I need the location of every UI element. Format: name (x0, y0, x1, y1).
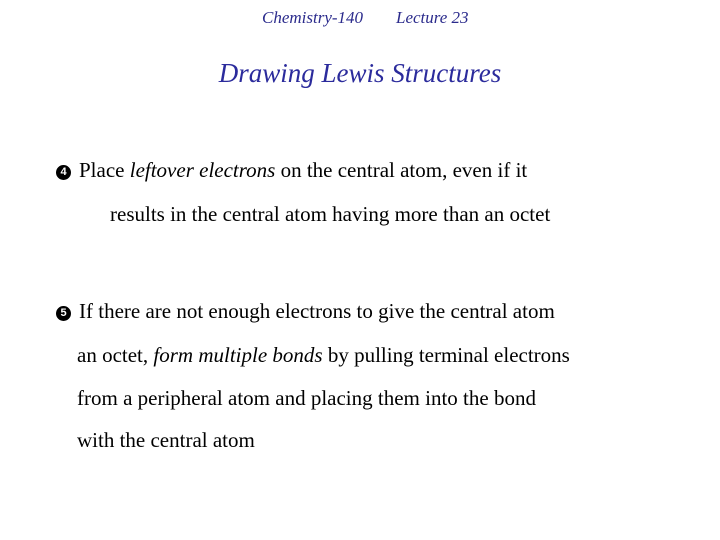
number-5-bullet-icon: 5 (56, 306, 71, 321)
course-name: Chemistry-140 (262, 8, 364, 27)
bullet-item-5-line-1 (56, 298, 555, 324)
number-4-bullet-icon: 4 (56, 165, 71, 180)
item-5-emphasis: form multiple bonds (153, 343, 323, 367)
slide-title: Drawing Lewis Structures (218, 58, 502, 88)
item-5-text-pre: an octet, (77, 343, 154, 367)
item-5-text-line-1: If there are not enough electrons to give the central atom (79, 299, 555, 323)
bullet-item-5-line-2 (77, 342, 570, 368)
item-4-emphasis: leftover electrons (129, 158, 276, 182)
bullet-item-5-line-3: from a peripheral atom and placing them into the bond (77, 386, 536, 410)
bullet-item-4-line-1 (56, 157, 527, 183)
bullet-item-5-line-4: with the central atom (77, 428, 255, 452)
bullet-item-4-line-2: results in the central atom having more than an octet (110, 202, 551, 226)
item-5-text-post: by pulling terminal electrons (322, 343, 570, 367)
item-4-text-pre: Place (79, 158, 130, 182)
item-4-text-post: on the central atom, even if it (275, 158, 528, 182)
lecture-number: Lecture 23 (396, 8, 469, 27)
